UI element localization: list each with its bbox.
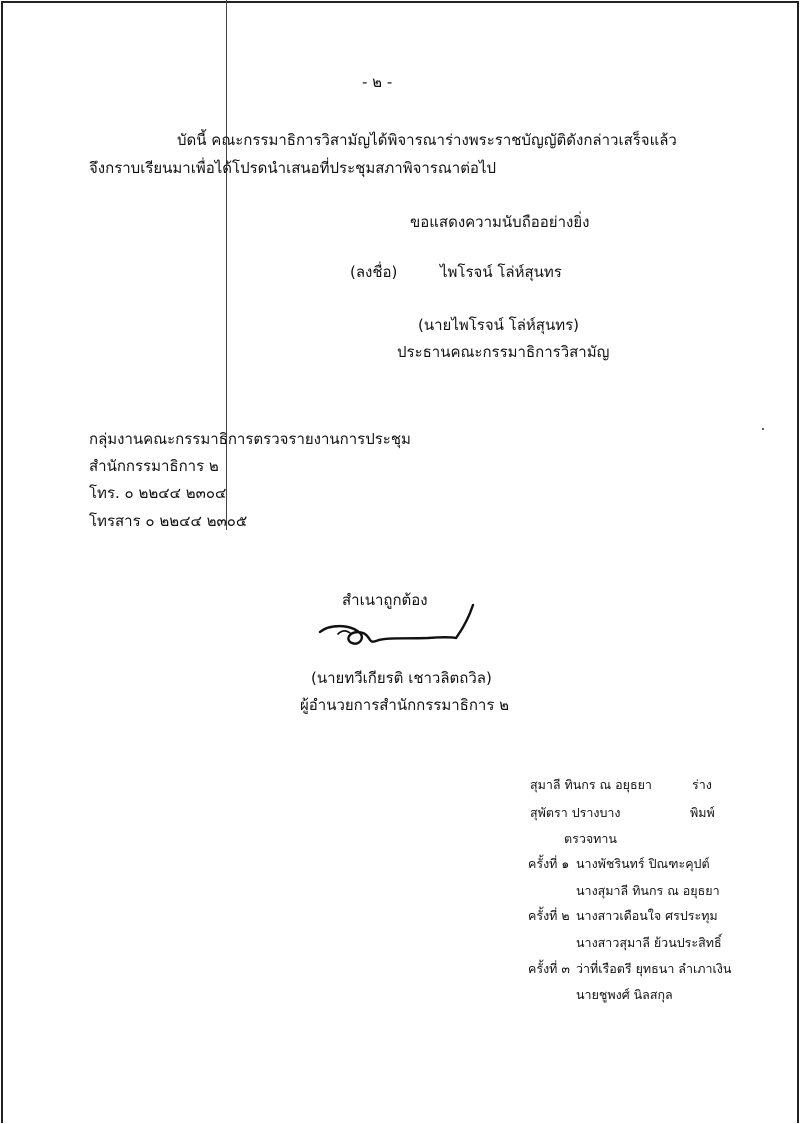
handwritten-signature [316,602,476,654]
round-3-label: ครั้งที่ ๓ [528,961,570,976]
round-1-name-1: นางพัชรินทร์ ปิณฑะคุปต์ [576,856,710,871]
contact-phone: โทร. ๐ ๒๒๔๔ ๒๓๐๔ [89,484,227,502]
check-heading: ตรวจทาน [564,831,617,846]
round-1-label: ครั้งที่ ๑ [528,856,570,871]
contact-fax: โทรสาร ๐ ๒๒๔๔ ๒๓๐๕ [89,512,248,530]
chair-full-name: (นายไพโรจน์ โล่ห์สุนทร) [418,316,580,334]
signature-label: (ลงชื่อ) [350,263,398,281]
certifier-position: ผู้อำนวยการสำนักกรรมาธิการ ๒ [300,696,510,714]
round-3-name-2: นายชูพงศ์ นิลสกุล [576,987,673,1002]
certifier-name: (นายทวีเกียรติ เชาวลิตถวิล) [311,669,492,687]
drafter-name: สุมาลี ทินกร ณ อยุธยา [530,777,652,792]
typist-role: พิมพ์ [690,805,715,820]
contact-group: กลุ่มงานคณะกรรมาธิการตรวจรายงานการประชุม [89,430,411,448]
body-line-1: บัดนี้ คณะกรรมาธิการวิสามัญได้พิจารณาร่างพระราชบัญญัติดังกล่าวเสร็จแล้ว [177,131,677,149]
round-2-name-1: นางสาวเดือนใจ ศรประทุม [576,908,718,923]
body-line-2: จึงกราบเรียนมาเพื่อได้โปรดนำเสนอที่ประชุมสภาพิจารณาต่อไป [89,159,497,177]
fold-line [226,0,227,530]
chair-position: ประธานคณะกรรมาธิการวิสามัญ [397,343,610,361]
signed-name: ไพโรจน์ โล่ห์สุนทร [440,263,562,281]
typist-name: สุพัตรา ปรางบาง [530,805,621,820]
drafter-role: ร่าง [692,777,712,792]
round-3-name-1: ว่าที่เรือตรี ยุทธนา ลำเภาเงิน [576,961,732,976]
certified-label: สำเนาถูกต้อง [342,591,428,609]
contact-office: สำนักกรรมาธิการ ๒ [89,457,219,475]
round-2-label: ครั้งที่ ๒ [528,908,570,923]
speck [762,428,764,430]
closing: ขอแสดงความนับถืออย่างยิ่ง [410,213,590,231]
page-number: - ๒ - [362,73,393,91]
round-1-name-2: นางสุมาลี ทินกร ณ อยุธยา [576,883,720,898]
round-2-name-2: นางสาวสุมาลี ย้วนประสิทธิ์ [576,935,722,950]
